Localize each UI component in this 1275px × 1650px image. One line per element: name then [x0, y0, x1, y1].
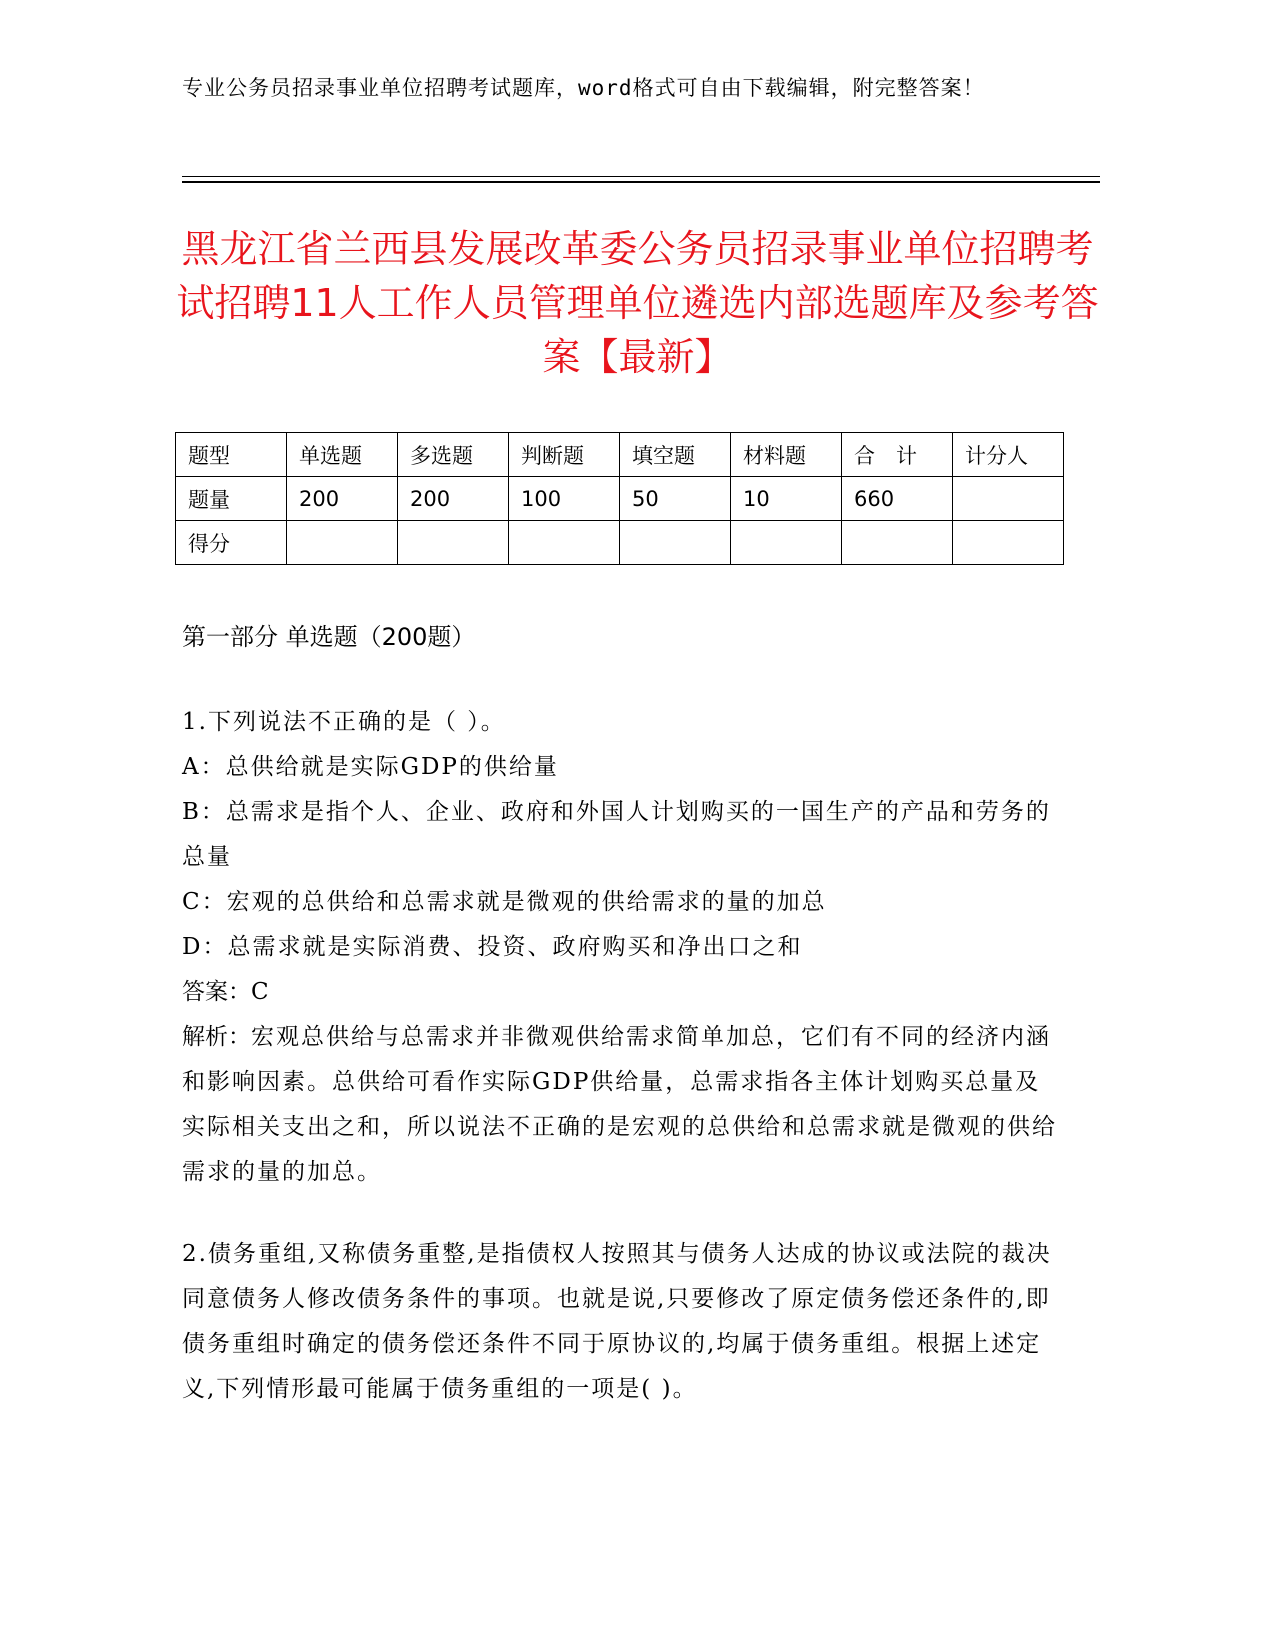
document-title: 黑龙江省兰西县发展改革委公务员招录事业单位招聘考试招聘11人工作人员管理单位遴选内部选题库及参考答案【最新】 — [176, 227, 1099, 379]
header-rule-thick — [182, 181, 1100, 183]
score-table-cell — [842, 521, 953, 565]
score-table-cell — [398, 521, 509, 565]
score-table-cell: 10 — [731, 477, 842, 521]
score-table — [175, 432, 1064, 565]
score-table-count-row — [176, 477, 1064, 521]
analysis-paragraph — [182, 1015, 1062, 1195]
analysis-text: 宏观总供给与总需求并非微观供给需求简单加总，它们有不同的经济内涵和影响因素。总供给可看作实际GDP供给量，总需求指各主体计划购买总量及实际相关支出之和，所以说法不正确的是宏观的总供给和总需求就是微观的供给需求的量的加总。 — [182, 1024, 1057, 1185]
score-table-cell — [287, 521, 398, 565]
score-table-cell: 题型 — [176, 433, 287, 477]
option-a: A：总供给就是实际GDP的供给量 — [182, 754, 559, 780]
score-table-cell: 题量 — [176, 477, 287, 521]
option-c: C：宏观的总供给和总需求就是微观的供给需求的量的加总 — [182, 889, 827, 915]
score-table-cell: 50 — [620, 477, 731, 521]
score-table-cell — [953, 521, 1064, 565]
question-stem: 2.债务重组,又称债务重整,是指债权人按照其与债务人达成的协议或法院的裁决同意债务人修改债务条件的事项。也就是说,只要修改了原定债务偿还条件的,即债务重组时确定的债务偿还条件不同于原协议的,均属于债务重组。根据上述定义,下列情形最可能属于债务重组的一项是( )。 — [182, 1241, 1052, 1402]
question-1 — [182, 700, 1062, 1195]
analysis-label: 解析： — [182, 1024, 251, 1050]
header-note: 专业公务员招录事业单位招聘考试题库，word格式可自由下载编辑，附完整答案！ — [182, 76, 985, 100]
header-rule-thin — [182, 176, 1100, 177]
score-table-cell — [620, 521, 731, 565]
score-table-cell — [953, 477, 1064, 521]
option-d: D：总需求就是实际消费、投资、政府购买和净出口之和 — [182, 934, 803, 960]
answer-line — [182, 970, 1062, 1015]
answer-label: 答案： — [182, 979, 251, 1005]
score-table-cell: 单选题 — [287, 433, 398, 477]
score-table-cell: 200 — [398, 477, 509, 521]
question-stem: 1.下列说法不正确的是（ ）。 — [182, 709, 506, 735]
question-2 — [182, 1232, 1062, 1412]
score-table-cell: 材料题 — [731, 433, 842, 477]
score-table-cell: 合 计 — [842, 433, 953, 477]
score-table-cell: 判断题 — [509, 433, 620, 477]
score-table-cell: 计分人 — [953, 433, 1064, 477]
score-table-cell: 100 — [509, 477, 620, 521]
option-b: B：总需求是指个人、企业、政府和外国人计划购买的一国生产的产品和劳务的总量 — [182, 799, 1051, 870]
answer-value: C — [251, 979, 271, 1005]
score-table-header-row — [176, 433, 1064, 477]
score-table-cell: 多选题 — [398, 433, 509, 477]
score-table-cell: 得分 — [176, 521, 287, 565]
score-table-cell: 200 — [287, 477, 398, 521]
score-table-cell: 660 — [842, 477, 953, 521]
section-heading: 第一部分 单选题（200题） — [182, 623, 476, 651]
score-table-cell — [509, 521, 620, 565]
score-table-cell — [731, 521, 842, 565]
score-table-cell: 填空题 — [620, 433, 731, 477]
score-table-score-row — [176, 521, 1064, 565]
